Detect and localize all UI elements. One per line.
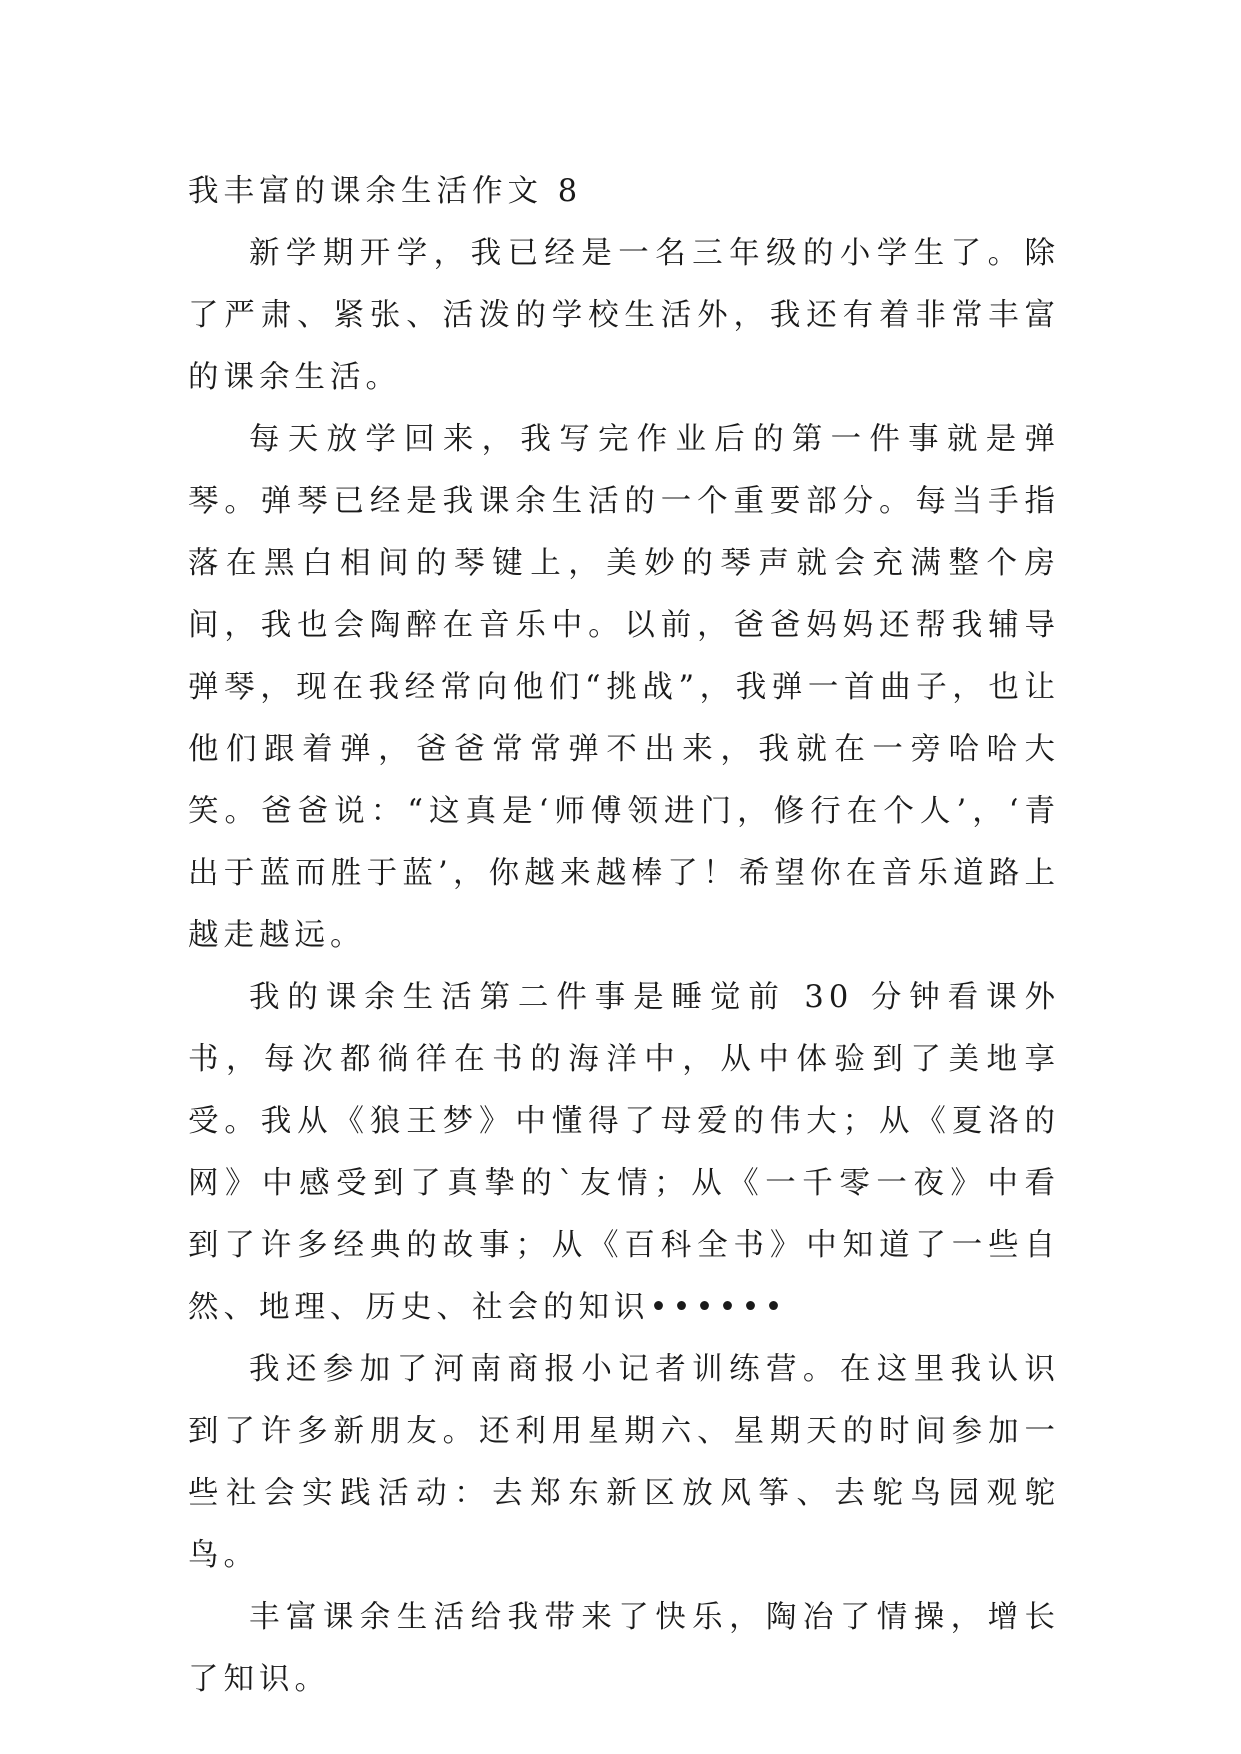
paragraph-activities: 我还参加了河南商报小记者训练营。在这里我认识到了许多新朋友。还利用星期六、星期天的时间参加一些社会实践活动：去郑东新区放风筝、去鸵鸟园观鸵鸟。 bbox=[188, 1352, 1060, 1573]
paragraph-piano: 每天放学回来，我写完作业后的第一件事就是弹琴。弹琴已经是我课余生活的一个重要部分。每当手指落在黑白相间的琴键上，美妙的琴声就会充满整个房间，我也会陶醉在音乐中。以前，爸爸妈妈还帮我辅导弹琴，现在我经常向他们“挑战”，我弹一首曲子，也让他们跟着弹，爸爸常常弹不出来，我就在一旁哈哈大笑。爸爸说：“这真是‘师傅领进门，修行在个人’，‘青出于蓝而胜于蓝’，你越来越棒了！希望你在音乐道路上越走越远。 bbox=[188, 422, 1060, 953]
document-title: 我丰富的课余生活作文 8 bbox=[188, 174, 583, 209]
paragraph-conclusion: 丰富课余生活给我带来了快乐，陶冶了情操，增长了知识。 bbox=[188, 1600, 1060, 1697]
paragraph-intro: 新学期开学，我已经是一名三年级的小学生了。除了严肃、紧张、活泼的学校生活外，我还有着非常丰富的课余生活。 bbox=[188, 236, 1060, 395]
document-body bbox=[188, 161, 1060, 1711]
paragraph-reading: 我的课余生活第二件事是睡觉前 30 分钟看课外书，每次都徜徉在书的海洋中，从中体验到了美地享受。我从《狼王梦》中懂得了母爱的伟大；从《夏洛的网》中感受到了真挚的`友情；从《一千零一夜》中看到了许多经典的故事；从《百科全书》中知道了一些自然、地理、历史、社会的知识•••••• bbox=[188, 980, 1060, 1325]
